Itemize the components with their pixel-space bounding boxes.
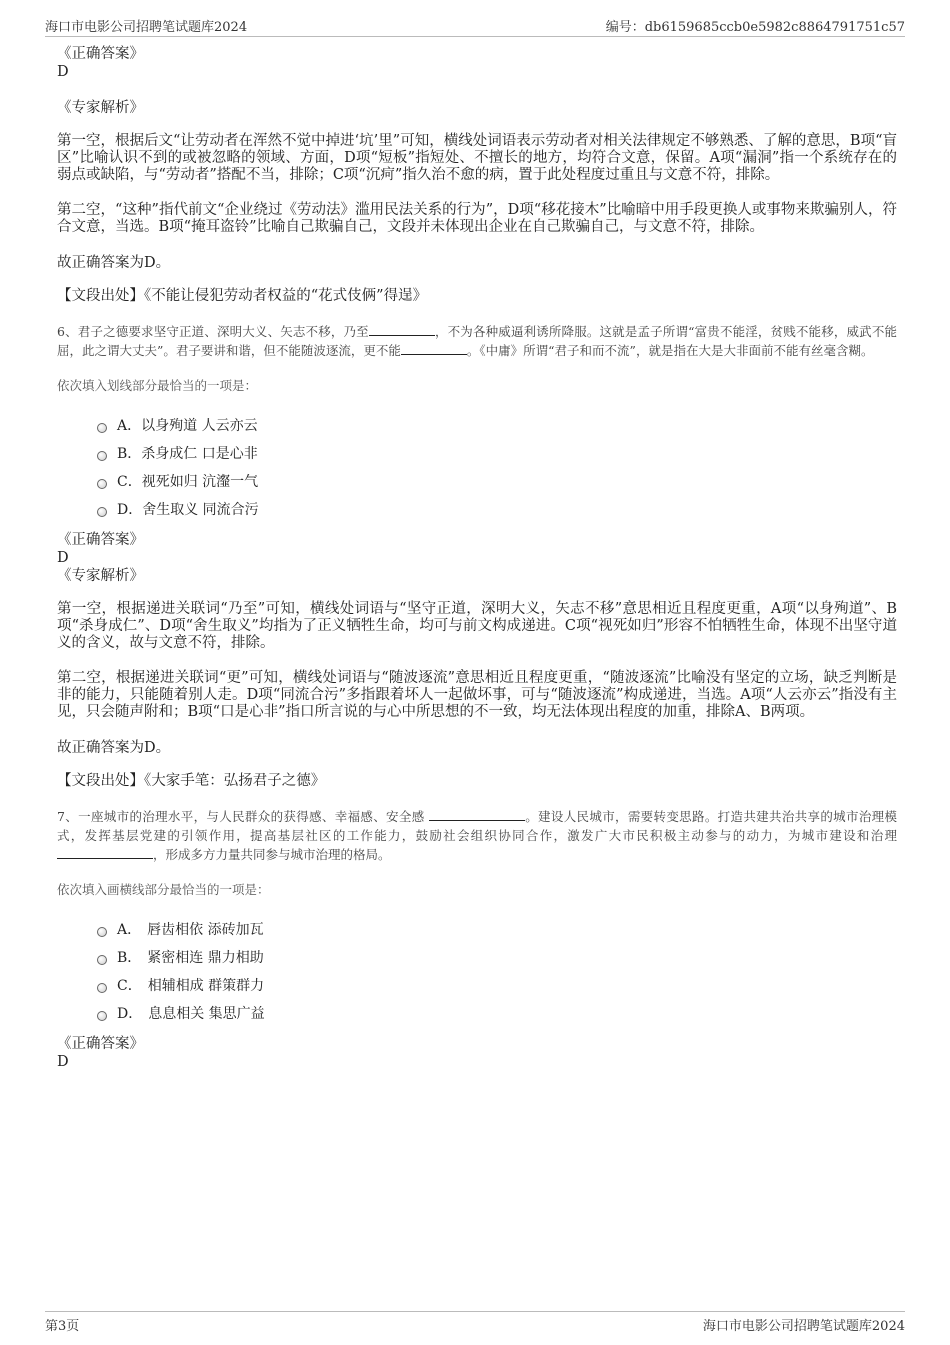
radio-icon[interactable] [97,507,107,517]
option-b[interactable]: B． 杀身成仁 口是心非 [97,439,897,467]
radio-icon[interactable] [97,955,107,965]
header-doc-code: 编号：db6159685ccb0e5982c8864791751c57 [605,20,905,35]
question-6-options [97,411,897,523]
answer-label: 《正确答案》 [57,1036,144,1052]
conclusion: 故正确答案为D。 [57,740,171,756]
footer-title: 海口市电影公司招聘笔试题库2024 [702,1319,905,1334]
answer-label: 《正确答案》 [57,532,144,548]
analysis-label: 《专家解析》 [57,568,144,584]
question-7-prompt: 依次填入画横线部分最恰当的一项是： [57,882,270,897]
page-number: 第3页 [45,1319,80,1334]
fill-blank [369,323,435,336]
option-a[interactable]: A． 以身殉道 人云亦云 [97,411,897,439]
header-title: 海口市电影公司招聘笔试题库2024 [45,20,248,35]
conclusion: 故正确答案为D。 [57,255,171,271]
source-citation: 【文段出处】《不能让侵犯劳动者权益的“花式伎俩”得逞》 [57,288,428,304]
analysis-paragraph: 第一空，根据后文“让劳动者在浑然不觉中掉进‘坑’里”可知，横线处词语表示劳动者对相关法律规定不够熟悉、了解的意思，B项“盲区”比喻认识不到的或被忽略的领域、方面，D项“短板”指短处、不擅长的地方，均符合文意，保留。A项“漏洞”指一个系统存在的弱点或缺陷，与“劳动者”搭配不当，排除；C项“沉疴”指久治不愈的病，置于此处程度过重且与文意不符，排除。 [57,133,897,183]
source-citation: 【文段出处】《大家手笔：弘扬君子之德》 [57,773,326,789]
radio-icon[interactable] [97,423,107,433]
answer-label: 《正确答案》 [57,46,144,62]
analysis-paragraph: 第二空，“这种”指代前文“企业绕过《劳动法》滥用民法关系的行为”，D项“移花接木”比喻暗中用手段更换人或事物来欺骗别人，符合文意，当选。B项“掩耳盗铃”比喻自己欺骗自己，文段并未体现出企业在自己欺骗自己，与文意不符，排除。 [57,202,897,235]
option-c[interactable]: C． 视死如归 沆瀣一气 [97,467,897,495]
analysis-paragraph: 第一空，根据递进关联词“乃至”可知，横线处词语与“坚守正道，深明大义，矢志不移”意思相近且程度更重，A项“以身殉道”、B项“杀身成仁”、D项“舍生取义”均指为了正义牺牲生命，均可与前文构成递进。C项“视死如归”形容不怕牺牲生命，体现不出坚守道义的含义，故与文意不符，排除。 [57,601,897,651]
answer-value: D [57,1054,69,1070]
answer-value: D [57,550,69,566]
answer-value: D [57,64,69,80]
option-a[interactable]: A． 唇齿相依 添砖加瓦 [97,915,897,943]
fill-blank [57,846,153,859]
analysis-label: 《专家解析》 [57,100,144,116]
radio-icon[interactable] [97,479,107,489]
question-6-text: 6、君子之德要求坚守正道、深明大义、矢志不移，乃至 ，不为各种威逼利诱所降服。这就是孟子所谓“富贵不能淫，贫贱不能移，威武不能屈，此之谓大丈夫”。君子要讲和谐，但不能随波逐流，更不能 。《中庸》所谓“君子和而不流”，就是指在大是大非面前不能有丝毫含糊。 [57,324,897,358]
fill-blank [401,342,467,355]
page-footer [45,1311,905,1336]
option-d[interactable]: D． 息息相关 集思广益 [97,999,897,1027]
page-content [57,45,897,1071]
page-header [45,14,905,37]
question-6-prompt: 依次填入划线部分最恰当的一项是： [57,378,258,393]
fill-blank [429,808,525,821]
option-b[interactable]: B． 紧密相连 鼎力相助 [97,943,897,971]
option-d[interactable]: D． 舍生取义 同流合污 [97,495,897,523]
radio-icon[interactable] [97,927,107,937]
option-c[interactable]: C． 相辅相成 群策群力 [97,971,897,999]
radio-icon[interactable] [97,983,107,993]
radio-icon[interactable] [97,451,107,461]
question-7-options [97,915,897,1027]
radio-icon[interactable] [97,1011,107,1021]
analysis-paragraph: 第二空，根据递进关联词“更”可知，横线处词语与“随波逐流”意思相近且程度更重，“随波逐流”比喻没有坚定的立场，缺乏判断是非的能力，只能随着别人走。D项“同流合污”多指跟着坏人一起做坏事，可与“随波逐流”构成递进，当选。A项“人云亦云”指没有主见，只会随声附和；B项“口是心非”指口所言说的与心中所思想的不一致，均无法体现出程度的加重，排除A、B两项。 [57,670,897,720]
question-7-text: 7、一座城市的治理水平，与人民群众的获得感、幸福感、安全感 。建设人民城市，需要转变思路。打造共建共治共享的城市治理模式，发挥基层党建的引领作用，提高基层社区的工作能力，鼓励社会组织协同合作，激发广大市民积极主动参与的动力，为城市建设和治理 ，形成多方力量共同参与城市治理的格局。 [57,809,897,862]
